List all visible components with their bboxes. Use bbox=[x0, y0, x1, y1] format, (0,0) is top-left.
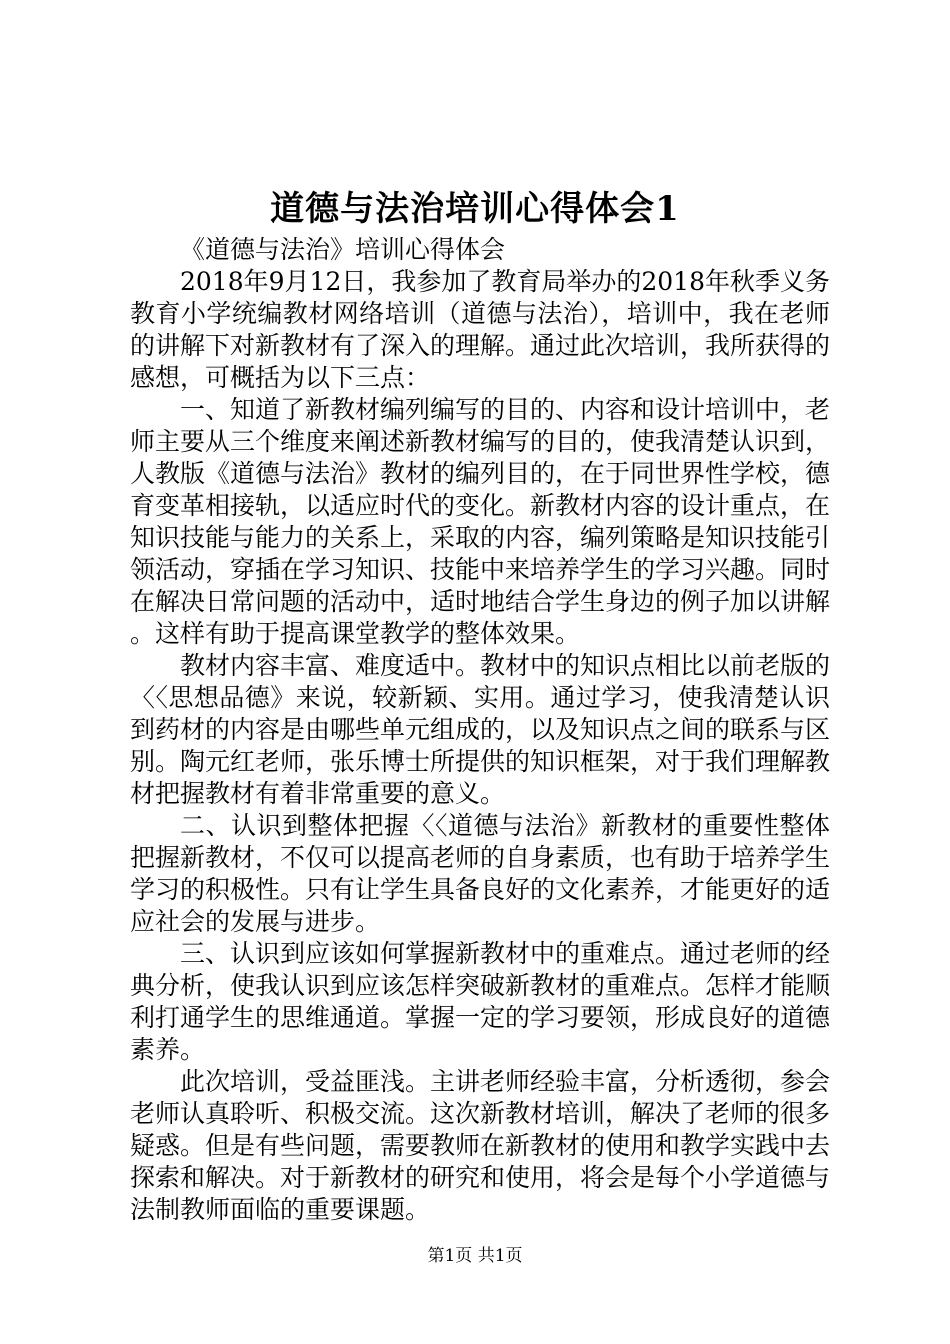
paragraph-intro: 2018年9月12日，我参加了教育局举办的2018年秋季义务教育小学统编教材网络培训（道德与法治），培训中，我在老师的讲解下对新教材有了深入的理解。通过此次培训，我所获得的感想，可概括为以下三点： bbox=[130, 267, 831, 392]
document-title: 道德与法治培训心得体会1 bbox=[270, 189, 680, 229]
paragraph-point-three: 三、认识到应该如何掌握新教材中的重难点。通过老师的经典分析，使我认识到应该怎样突破新教材的重难点。怎样才能顺利打通学生的思维通道。掌握一定的学习要领，形成良好的道德素养。 bbox=[130, 939, 831, 1064]
paragraph-point-two: 二、认识到整体把握〈〈道德与法治》新教材的重要性整体把握新教材，不仅可以提高老师的自身素质，也有助于培养学生学习的积极性。只有让学生具备良好的文化素养，才能更好的适应社会的发展与进步。 bbox=[130, 811, 831, 936]
paragraph-subtitle: 《道德与法治》培训心得体会 bbox=[180, 235, 506, 264]
paragraph-point-one: 一、知道了新教材编列编写的目的、内容和设计培训中，老师主要从三个维度来阐述新教材编写的目的，使我清楚认识到，人教版《道德与法治》教材的编列目的，在于同世界性学校，德育变革相接轨，以适应时代的变化。新教材内容的设计重点，在知识技能与能力的关系上，采取的内容，编列策略是知识技能引领活动，穿插在学习知识、技能中来培养学生的学习兴趣。同时在解决日常问题的活动中，适时地结合学生身边的例子加以讲解。这样有助于提高课堂教学的整体效果。 bbox=[130, 395, 831, 648]
document-body bbox=[130, 234, 830, 1226]
paragraph-content: 教材内容丰富、难度适中。教材中的知识点相比以前老版的〈〈思想品德》来说，较新颖、实用。通过学习，使我清楚认识到药材的内容是由哪些单元组成的，以及知识点之间的联系与区别。陶元红老师，张乐博士所提供的知识框架，对于我们理解教材把握教材有着非常重要的意义。 bbox=[130, 651, 831, 808]
paragraph-conclusion: 此次培训，受益匪浅。主讲老师经验丰富，分析透彻，参会老师认真聆听、积极交流。这次新教材培训，解决了老师的很多疑惑。但是有些问题，需要教师在新教材的使用和教学实践中去探索和解决。对于新教材的研究和使用，将会是每个小学道德与法制教师面临的重要课题。 bbox=[130, 1067, 831, 1224]
page-footer: 第1页 共1页 bbox=[427, 1246, 523, 1266]
